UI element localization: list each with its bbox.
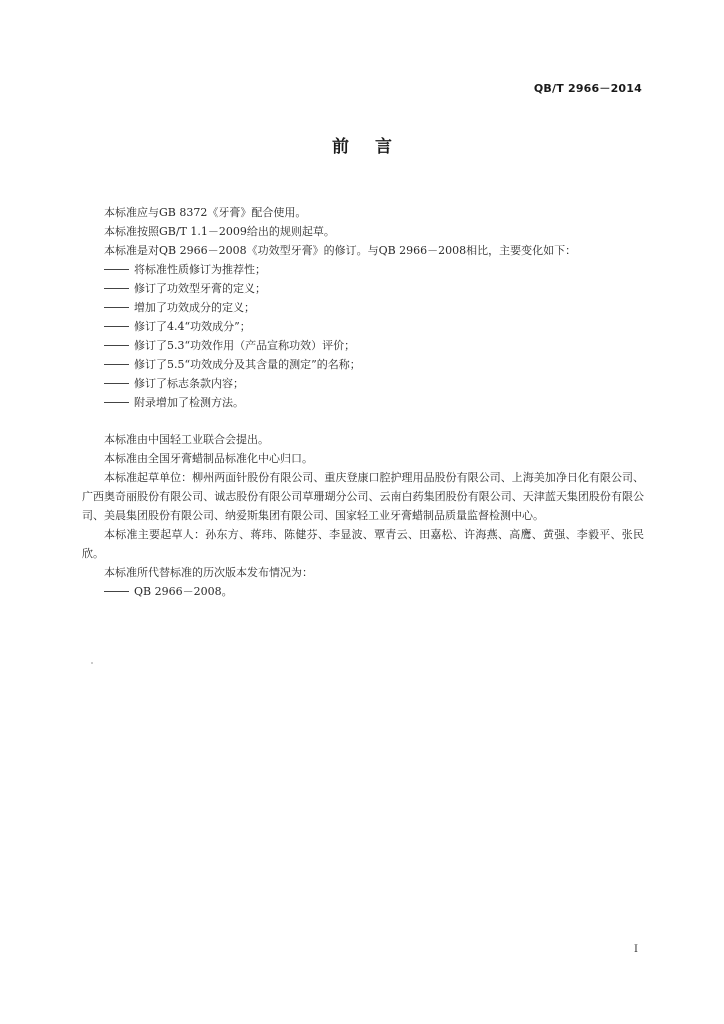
standard-number: QB/T 2966－2014 — [533, 82, 642, 95]
list-item-text: 修订了4.4“功效成分”； — [134, 320, 251, 333]
list-item — [82, 260, 644, 279]
list-item — [82, 298, 644, 317]
list-item — [82, 374, 644, 393]
list-item — [82, 336, 644, 355]
page-number: I — [634, 944, 638, 955]
foreword-section-1 — [82, 203, 644, 412]
list-item-text: 修订了5.5“功效成分及其含量的测定”的名称； — [134, 358, 361, 371]
list-item-text: 修订了功效型牙膏的定义； — [134, 282, 266, 295]
page-title: 前言 — [332, 137, 418, 157]
paragraph-history-intro: 本标准所代替标准的历次版本发布情况为： — [104, 566, 313, 579]
list-item-text: 增加了功效成分的定义； — [134, 301, 255, 314]
list-item-text: 附录增加了检测方法。 — [134, 396, 244, 409]
dash-marker — [104, 307, 129, 308]
dash-marker — [104, 326, 129, 327]
dash-marker — [104, 288, 129, 289]
dash-marker — [104, 402, 129, 403]
list-item — [82, 393, 644, 412]
foreword-section-2 — [82, 430, 644, 601]
paragraph-drafters: 本标准主要起草人：孙东方、蒋玮、陈健芬、李显波、覃青云、田嘉松、许海燕、高鹰、黄强、李毅平、张民欣。 — [82, 528, 644, 560]
history-item-text: QB 2966－2008。 — [134, 585, 233, 598]
paragraph-usage: 本标准应与GB 8372《牙膏》配合使用。 — [104, 206, 307, 219]
list-item-text: 修订了标志条款内容； — [134, 377, 244, 390]
paragraph-drafting-units: 本标准起草单位：柳州两面针股份有限公司、重庆登康口腔护理用品股份有限公司、上海美加净日化有限公司、广西奥奇丽股份有限公司、诚志股份有限公司草珊瑚分公司、云南白药集团股份有限公司、天津蓝天集团股份有限公司、美晨集团股份有限公司、纳爱斯集团有限公司、国家轻工业牙膏蜡制品质量监督检测中心。 — [82, 471, 644, 522]
paragraph-drafting-rules: 本标准按照GB/T 1.1－2009给出的规则起草。 — [104, 225, 335, 238]
paragraph-proposer: 本标准由中国轻工业联合会提出。 — [104, 433, 269, 446]
list-item — [82, 279, 644, 298]
dash-marker — [104, 345, 129, 346]
scan-speck — [91, 662, 93, 664]
list-item-text: 修订了5.3“功效作用（产品宣称功效）评价； — [134, 339, 356, 352]
dash-marker — [104, 269, 129, 270]
dash-marker — [104, 591, 129, 592]
paragraph-administrator: 本标准由全国牙膏蜡制品标准化中心归口。 — [104, 452, 313, 465]
dash-marker — [104, 364, 129, 365]
list-item-text: 将标准性质修订为推荐性； — [134, 263, 266, 276]
dash-marker — [104, 383, 129, 384]
history-list-item — [82, 582, 644, 601]
list-item — [82, 317, 644, 336]
list-item — [82, 355, 644, 374]
paragraph-revision-summary: 本标准是对QB 2966－2008《功效型牙膏》的修订。与QB 2966－2008相比，主要变化如下： — [104, 244, 577, 257]
